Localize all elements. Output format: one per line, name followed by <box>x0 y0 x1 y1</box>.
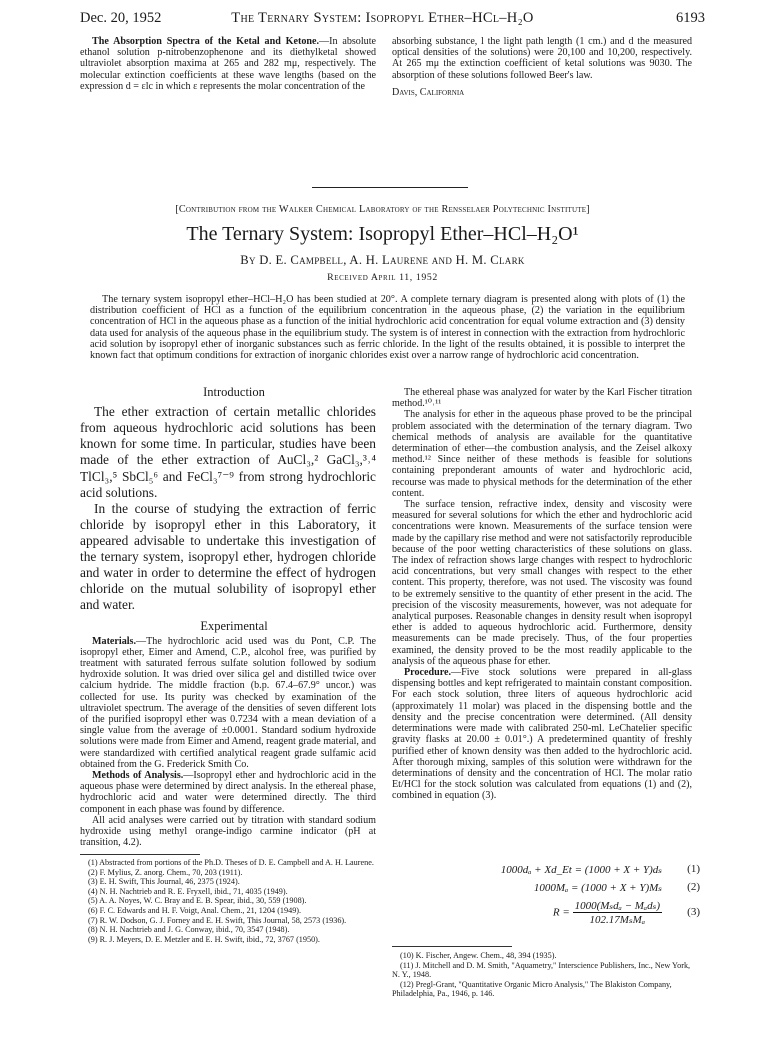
introduction-paragraph-2: In the course of studying the extraction of ferric chloride by isopropyl ether in this Laboratory, it appeared advisable to undertake this investigation of the ternary system, isopropyl ether, hydrogen chloride and water in order to determine the effect of hydrogen chloride on the mutual solubility of isopropyl ether and water. <box>80 500 376 613</box>
footnote-8: (8) N. H. Nachtrieb and J. G. Conway, ibid., 70, 3547 (1948). <box>88 925 290 935</box>
previous-article-text: —In absolute ethanol solution p-nitrobenzophenone and its diethylketal showed ultraviolet absorption maxima at 265 and 282 mμ, respectively. The molecular extinction coefficients at these wave lengths (based on the expression d = εlc in which ε represents the molar concentration of the <box>80 36 376 92</box>
introduction-paragraph-1: The ether extraction of certain metallic chlorides from aqueous hydrochloric acid solutions has been known for some time. In particular, studies have been made of the ether extraction of AuCl₃,² GaCl₃,³˒⁴ TlCl₃,⁵ SbCl₅⁶ and FeCl₃⁷⁻⁹ from strong hydrochloric acid solutions. <box>80 404 376 500</box>
equation-1-number: (1) <box>687 863 700 875</box>
materials-label: Materials. <box>92 635 137 647</box>
footnote-11: (11) J. Mitchell and D. M. Smith, "Aquametry," Interscience Publishers, Inc., New York, N. Y., 1948. <box>392 960 691 980</box>
abstract <box>90 294 685 361</box>
acid-analysis-paragraph: All acid analyses were carried out by titration with standard sodium hydroxide using methyl orange-indigo carmine indicator (pH at transition, 4.2). <box>80 814 376 849</box>
equation-3-lhs: R = <box>552 906 570 919</box>
materials-text: —The hydrochloric acid used was du Pont, C.P. The isopropyl ether, Eimer and Amend, C.P., alcohol free, was purified by treatment with saturated ferrous sulfate solution followed by sodium hydroxide solution. It was dried over silica gel and distilled twice over calcium hydride. The middle fraction (b.p. 67.4–67.9° uncor.) was collected for use. Its purity was checked by examination of the ultraviolet spectrum. The average of the densities of seven different lots of the purified isopropyl ether was 0.7234 with a mean deviation of a single value from the average of ±0.0001. Standard sodium hydroxide solutions were made from Eimer and Amend, reagent grade material, and were standardized with certified analytical reagent grade sulfamic acid obtained from the G. Frederick Smith Co. <box>80 635 376 770</box>
footnote-7: (7) R. W. Dodson, G. J. Forney and E. H. Swift, This Journal, 58, 2573 (1936). <box>88 915 347 925</box>
equation-2 <box>395 881 700 895</box>
equation-3-fraction <box>573 899 662 926</box>
methods-text: —Isopropyl ether and hydrochloric acid in the aqueous phase were determined by direct analysis. In the ethereal phase, hydrochloric acid and water were determined directly. The third component in each phase was found by difference. <box>80 770 376 815</box>
contribution-line: [Contribution from the Walker Chemical Laboratory of the Rensselaer Polytechnic Institute] <box>175 204 590 215</box>
introduction-body <box>80 404 376 613</box>
equation-1-body: 1000dₐ + Xd_Et = (1000 + X + Y)dₛ <box>500 864 662 876</box>
footnote-5: (5) A. A. Noyes, W. C. Bray and E. B. Spear, ibid., 30, 559 (1908). <box>88 896 307 906</box>
article-authors: By D. E. Campbell, A. H. Laurene and H. M. Clark <box>240 253 525 267</box>
footnote-1: (1) Abstracted from portions of the Ph.D. Theses of D. E. Campbell and A. H. Laurene. <box>88 858 374 867</box>
equation-3-denominator: 102.17MₛMₐ <box>589 914 646 926</box>
footnote-9: (9) R. J. Meyers, D. E. Metzler and E. H. Swift, ibid., 72, 3767 (1950). <box>88 934 320 944</box>
footnote-10: (10) K. Fischer, Angew. Chem., 48, 394 (1935). <box>400 951 557 960</box>
footnote-12: (12) Pregl-Grant, "Quantitative Organic Micro Analysis," The Blakiston Company, Philadelphia, Pa., 1946, p. 146. <box>392 979 672 999</box>
footnotes-right <box>392 951 692 999</box>
equation-3 <box>395 897 700 929</box>
karl-fischer-paragraph: The ethereal phase was analyzed for water by the Karl Fischer titration method.¹⁰˒¹¹ <box>392 387 692 410</box>
procedure-text: —Five stock solutions were prepared in all-glass dispensing bottles and kept refrigerated to maintain constant composition. For each stock solution, three liters of aqueous hydrochloric acid (approximately 11 molar) was placed in the dispensing bottle and the density and the precise concentration were determined. (All density determinations were made with calibrated 250-ml. LeChatelier specific gravity flasks at 20.00 ± 0.01°.) A predetermined quantity of freshly purified ether of known density was then added to the hydrochloric acid. After thorough mixing, samples of this solution were withdrawn for the determinations of density and the concentration of HCl. The molar ratio Et/HCl for the stock solution was calculated from equations (1) and (2), combined in equation (3). <box>392 667 692 802</box>
methods-label: Methods of Analysis. <box>92 770 184 782</box>
header-date: Dec. 20, 1952 <box>80 10 162 26</box>
equation-3-numerator: 1000(Mₛdₐ − Mₐdₛ) <box>574 900 660 912</box>
previous-article-right <box>392 36 692 98</box>
equation-2-number: (2) <box>687 881 700 893</box>
footnote-rule-right <box>392 946 512 947</box>
received-date: Received April 11, 1952 <box>327 272 438 283</box>
equation-1 <box>395 863 700 877</box>
section-divider <box>312 187 468 188</box>
equation-2-body: 1000Mₐ = (1000 + X + Y)Mₛ <box>533 882 662 894</box>
footnotes-left <box>80 858 376 944</box>
previous-article-continued: absorbing substance, l the light path length (1 cm.) and d the measured optical densities of the solutions) were 20,100 and 10,200, respectively. At 265 mμ the extinction coefficient of ketal solutions was 9030. The absorption of these solutions followed Beer's law. <box>392 36 692 81</box>
equation-3-body <box>553 899 662 926</box>
procedure-label: Procedure. <box>404 667 451 679</box>
footnote-6: (6) F. C. Edwards and H. F. Voigt, Anal. Chem., 21, 1204 (1949). <box>88 905 302 915</box>
abstract-text: The ternary system isopropyl ether–HCl–H₂O has been studied at 20°. A complete ternary diagram is presented along with plots of (1) the distribution coefficient of HCl as a function of the equilibrium concentration in the aqueous phase, (2) the variation in the equilibrium concentration of HCl in the aqueous phase as a function of the initial hydrochloric acid concentration for equal volume extraction and (3) density data used for analysis of the aqueous phase in the equilibrium study. The system is of interest in connection with the extraction from hydrochloric acid solution by isopropyl ether of inorganic substances such as ferric chloride. In the light of the results obtained, it is possible to interpret the known fact that optimum conditions for extraction of inorganic chlorides exist over a narrow range of hydrochloric acid concentration. <box>90 294 685 362</box>
introduction-heading: Introduction <box>203 385 265 399</box>
procedure-paragraph <box>392 667 692 801</box>
previous-article-paragraph <box>80 36 376 92</box>
page-number: 6193 <box>676 10 705 26</box>
footnote-4: (4) N. H. Nachtrieb and R. E. Fryxell, ibid., 71, 4035 (1949). <box>88 886 288 896</box>
right-column <box>392 387 692 802</box>
methods-paragraph <box>80 770 376 815</box>
equation-3-number: (3) <box>687 906 700 918</box>
footnote-3: (3) E. H. Swift, This Journal, 46, 2375 (1924). <box>88 877 240 887</box>
previous-article-left <box>80 36 376 92</box>
ether-analysis-paragraph: The analysis for ether in the aqueous phase proved to be the principal problem associated with the determination of the ternary diagram. Two chemical methods of analysis are available for the quantitative determination of ether—the combustion analysis, and the Zeisel alkoxy method.¹² Since neither of these methods is feasible for solutions containing preponderant amounts of water and hydrochloric acid, recourse was made to physical methods for the determination of the ether content. <box>392 409 692 499</box>
left-column <box>80 387 376 848</box>
article-title: The Ternary System: Isopropyl Ether–HCl–H₂O¹ <box>186 223 579 245</box>
running-title: The Ternary System: Isopropyl Ether–HCl–H₂O <box>231 10 534 26</box>
previous-article-heading: The Absorption Spectra of the Ketal and Ketone. <box>92 36 320 47</box>
footnote-rule-left <box>80 854 200 855</box>
author-location: Davis, California <box>392 86 465 98</box>
footnote-2: (2) F. Mylius, Z. anorg. Chem., 70, 203 (1911). <box>88 867 243 877</box>
physical-methods-paragraph: The surface tension, refractive index, density and viscosity were measured for several solutions for which the ether and hydrochloric acid concentrations were known. Measurements of the surface tension were made by the capillary rise method and were not satisfactorily reproducible because of the poor wetting characteristics of these solutions on glass. The index of refraction shows large changes with respect to hydrochloric acid concentrations, but very small changes with respect to the ether content. This property, therefore, was not used. The viscosity was found to be extremely sensitive to the quantity of ether present in the acid. The precision of the viscosity measurements, however, was not adequate for analytical purposes. Reasonable changes in density result when isopropyl ether is added to aqueous hydrochloric acid. Furthermore, density measurements can be made precisely. Thus, of the four properties examined, the density proved to be the most readily applicable to the analysis of the aqueous phase for ether. <box>392 499 692 667</box>
materials-paragraph <box>80 636 376 770</box>
experimental-heading: Experimental <box>200 619 268 634</box>
